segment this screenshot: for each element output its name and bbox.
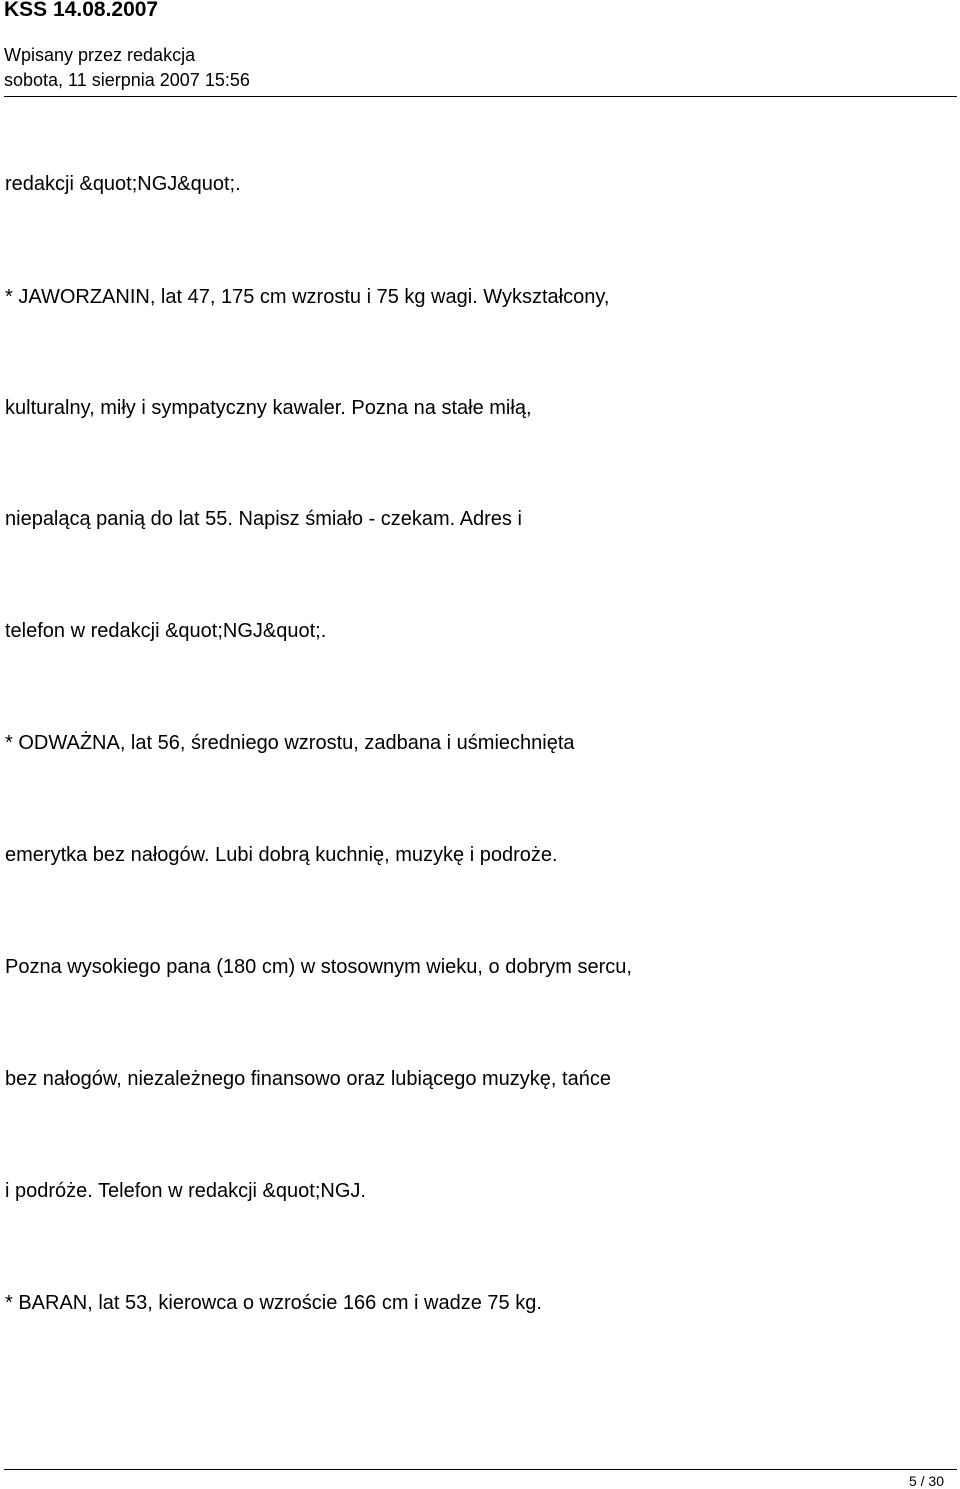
- body-text-line: niepalącą panią do lat 55. Napisz śmiało - czekam. Adres i: [5, 508, 522, 530]
- body-text-line: * BARAN, lat 53, kierowca o wzroście 166 cm i wadze 75 kg.: [5, 1292, 542, 1314]
- page-number: 5 / 30: [908, 1473, 944, 1489]
- body-text-line: emerytka bez nałogów. Lubi dobrą kuchnię, muzykę i podroże.: [5, 844, 558, 866]
- header-divider: [4, 96, 957, 97]
- date-line: sobota, 11 sierpnia 2007 15:56: [4, 70, 250, 90]
- body-text-line: telefon w redakcji &quot;NGJ&quot;.: [5, 620, 327, 642]
- body-text-line: i podróże. Telefon w redakcji &quot;NGJ.: [5, 1180, 366, 1202]
- footer-divider: [4, 1469, 957, 1470]
- body-text-line: bez nałogów, niezależnego finansowo oraz lubiącego muzykę, tańce: [5, 1068, 611, 1090]
- body-text-line: Pozna wysokiego pana (180 cm) w stosownym wieku, o dobrym sercu,: [5, 956, 632, 978]
- body-text-line: * JAWORZANIN, lat 47, 175 cm wzrostu i 75 kg wagi. Wykształcony,: [5, 286, 610, 308]
- body-text-line: redakcji &quot;NGJ&quot;.: [5, 173, 241, 195]
- body-text-line: * ODWAŻNA, lat 56, średniego wzrostu, zadbana i uśmiechnięta: [5, 732, 575, 754]
- body-text-line: kulturalny, miły i sympatyczny kawaler. Pozna na stałe miłą,: [5, 397, 532, 419]
- document-title: KSS 14.08.2007: [4, 0, 159, 21]
- author-line: Wpisany przez redakcja: [4, 45, 196, 65]
